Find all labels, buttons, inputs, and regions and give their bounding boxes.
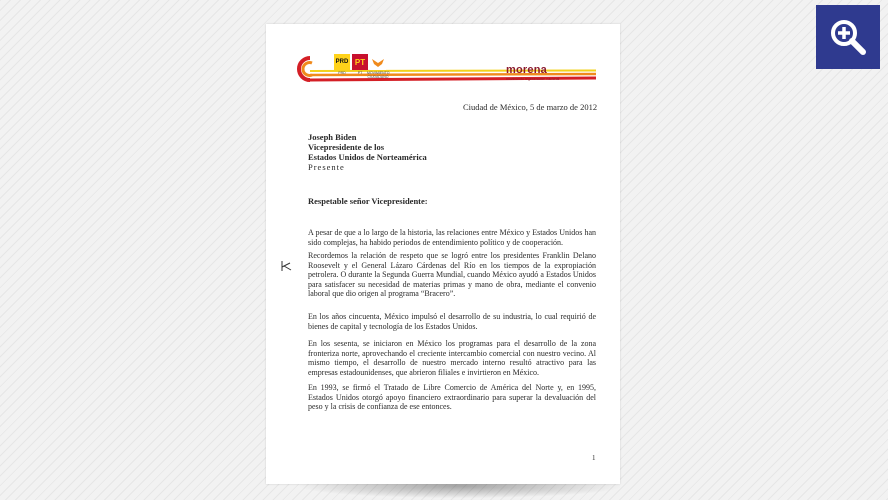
- recipient-present: Presente: [308, 162, 345, 172]
- paragraph-2: Recordemos la relación de respeto que se logró entre los presidentes Franklin Delano Roosevelt y el General Lázaro Cárdenas del Río en los tiempos de la expropiación petrolera. O durante la Segunda Guerra Mundial, cuando México ayudó a Estados Unidos para satisfacer su necesidad de materias primas y mano de obra, mediante el convenio laboral que dio origen al programa “Bracero”.: [308, 251, 596, 299]
- morena-logo: morena: [506, 64, 547, 76]
- handwritten-margin-mark: [279, 260, 293, 272]
- recipient-name: Joseph Biden: [308, 132, 357, 142]
- paragraph-4: En los sesenta, se iniciaron en México los programas para el desarrollo de la zona fronteriza norte, aprovechando el creciente intercambio comercial con nuestro vecino. Al mismo tiempo, el desarrollo de nuestro mercado interno resultó atractivo para las empresas estadounidenses, que abrieron filiales e invirtieron en México.: [308, 339, 596, 377]
- eagle-icon: [371, 55, 385, 69]
- page-number: 1: [592, 454, 596, 462]
- paragraph-1: A pesar de que a lo largo de la historia, las relaciones entre México y Estados Unidos han sido complejas, ha habido periodos de entendimiento político y de cooperación.: [308, 228, 596, 247]
- paragraph-5: En 1993, se firmó el Tratado de Libre Comercio de América del Norte y, en 1995, Estados Unidos otorgó apoyo financiero extraordinario para superar la devaluación del peso y la crisis de confianza de ese entonces.: [308, 383, 596, 412]
- mc-caption: MOVIMIENTO CIUDADANO: [367, 71, 390, 79]
- salutation: Respetable señor Vicepresidente:: [308, 196, 428, 206]
- letter-date: Ciudad de México, 5 de marzo de 2012: [463, 102, 598, 112]
- prd-logo: PRD: [334, 54, 350, 70]
- zoom-in-button[interactable]: [816, 5, 880, 69]
- zoom-in-icon: [828, 17, 868, 57]
- pt-caption: PT: [357, 71, 363, 75]
- recipient-title-line-1: Vicepresidente de los: [308, 142, 385, 152]
- pt-logo: PT: [352, 54, 368, 70]
- prd-caption: PRD: [338, 71, 346, 75]
- paragraph-3: En los años cincuenta, México impulsó el desarrollo de su industria, lo cual requirió de bienes de capital y tecnología de los Estados Unidos.: [308, 312, 596, 331]
- document-page: [266, 24, 620, 484]
- morena-subtitle: movimiento regeneración nacional: [506, 77, 560, 81]
- recipient-title-line-2: Estados Unidos de Norteamérica: [308, 152, 427, 162]
- movimiento-ciudadano-logo: [370, 54, 386, 70]
